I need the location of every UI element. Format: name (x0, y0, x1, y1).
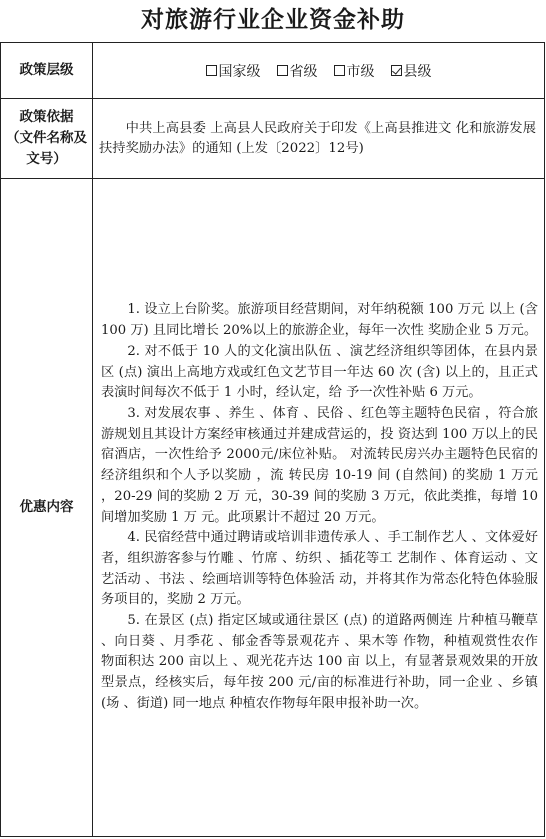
policy-basis-content (93, 99, 544, 178)
policy-level-content (93, 43, 544, 98)
level-option-label: 省级 (289, 63, 318, 80)
page-title: 对旅游行业企业资金补助 (141, 6, 405, 33)
level-option-municipal[interactable] (334, 61, 375, 81)
level-option-label: 市级 (346, 63, 375, 80)
benefits-text (93, 300, 544, 714)
policy-basis-label: 政策依据 （文件名称及文号） (1, 99, 93, 178)
level-option-label: 国家级 (218, 63, 261, 80)
benefits-row (1, 179, 544, 836)
policy-basis-row (1, 99, 544, 179)
checkbox-icon[interactable] (334, 65, 345, 76)
level-option-national[interactable] (206, 61, 261, 81)
benefit-item-1: 1. 设立上台阶奖。旅游项目经营期间，对年纳税额 100 万元 以上 (含 100 万) 且同比增长 20%以上的旅游企业，每年一次性 奖励企业 5 万元。 (101, 302, 538, 339)
checkbox-icon[interactable] (206, 65, 217, 76)
checkbox-checked-icon[interactable] (391, 65, 402, 76)
benefit-item-4: 4. 民宿经营中通过聘请或培训非遗传承人 、手工制作艺人 、文体爱好者，组织游客参与竹雕 、竹席 、纺织 、插花等工 艺制作 、体育运动 、文艺活动 、书法 、绘画培训等特色体验活 动，并将其作为常态化特色体验服务项目的，奖励 2 万元。 (101, 530, 538, 608)
benefit-item-3: 3. 对发展农事 、养生 、体育 、民俗 、红色等主题特色民宿 ，符合旅游规划且其设计方案经审核通过并建成营运的，投 资达到 100 万以上的民宿酒店，一次性给予 2000元/床位补贴。 对流转民房兴办主题特色民宿的经济组织和个人予以奖励 ，流 转民房 10-19 间 (自然间) 的奖励 1 万元 ，20-29 间的奖励 2 万 元，30-39 间的奖励 3 万元，依此类推，每增 10 间增加奖励 1 万 元。此项累计不超过 20 万元。 (101, 405, 538, 525)
policy-table (0, 42, 545, 837)
benefit-item-2: 2. 对不低于 10 人的文化演出队伍 、演艺经济组织等团体，在县内景区 (点) 演出上高地方戏或红色文艺节目一年达 60 次 (含) 以上的，且正式表演时间每次不低于 1 小时，经认定，给 予一次性补贴 6 万元。 (101, 343, 538, 401)
level-option-county[interactable] (391, 61, 432, 81)
benefits-label: 优惠内容 (1, 179, 93, 836)
benefits-content (93, 179, 544, 836)
level-option-label: 县级 (403, 63, 432, 80)
checkbox-icon[interactable] (277, 65, 288, 76)
level-options (93, 61, 544, 81)
level-option-provincial[interactable] (277, 61, 318, 81)
benefit-item-5: 5. 在景区 (点) 指定区域或通往景区 (点) 的道路两侧连 片种植马鞭草 、向日葵 、月季花 、郁金香等景观花卉 、果木等 作物，种植观赏性农作物面积达 200 亩以上 、观光花卉达 100 亩 以上，有显著景观效果的开放型景点，经核实后，每年按 200 元/亩的标准进行补助，同一企业 、乡镇 (场 、街道) 同一地点 种植农作物每年限申报补助一次。 (101, 613, 538, 711)
policy-level-label: 政策层级 (1, 43, 93, 98)
policy-level-row (1, 43, 544, 99)
policy-basis-text: 中共上高县委 上高县人民政府关于印发《上高县推进文 化和旅游发展扶持奖励办法》的通知 (上发〔2022〕12号) (99, 120, 536, 156)
